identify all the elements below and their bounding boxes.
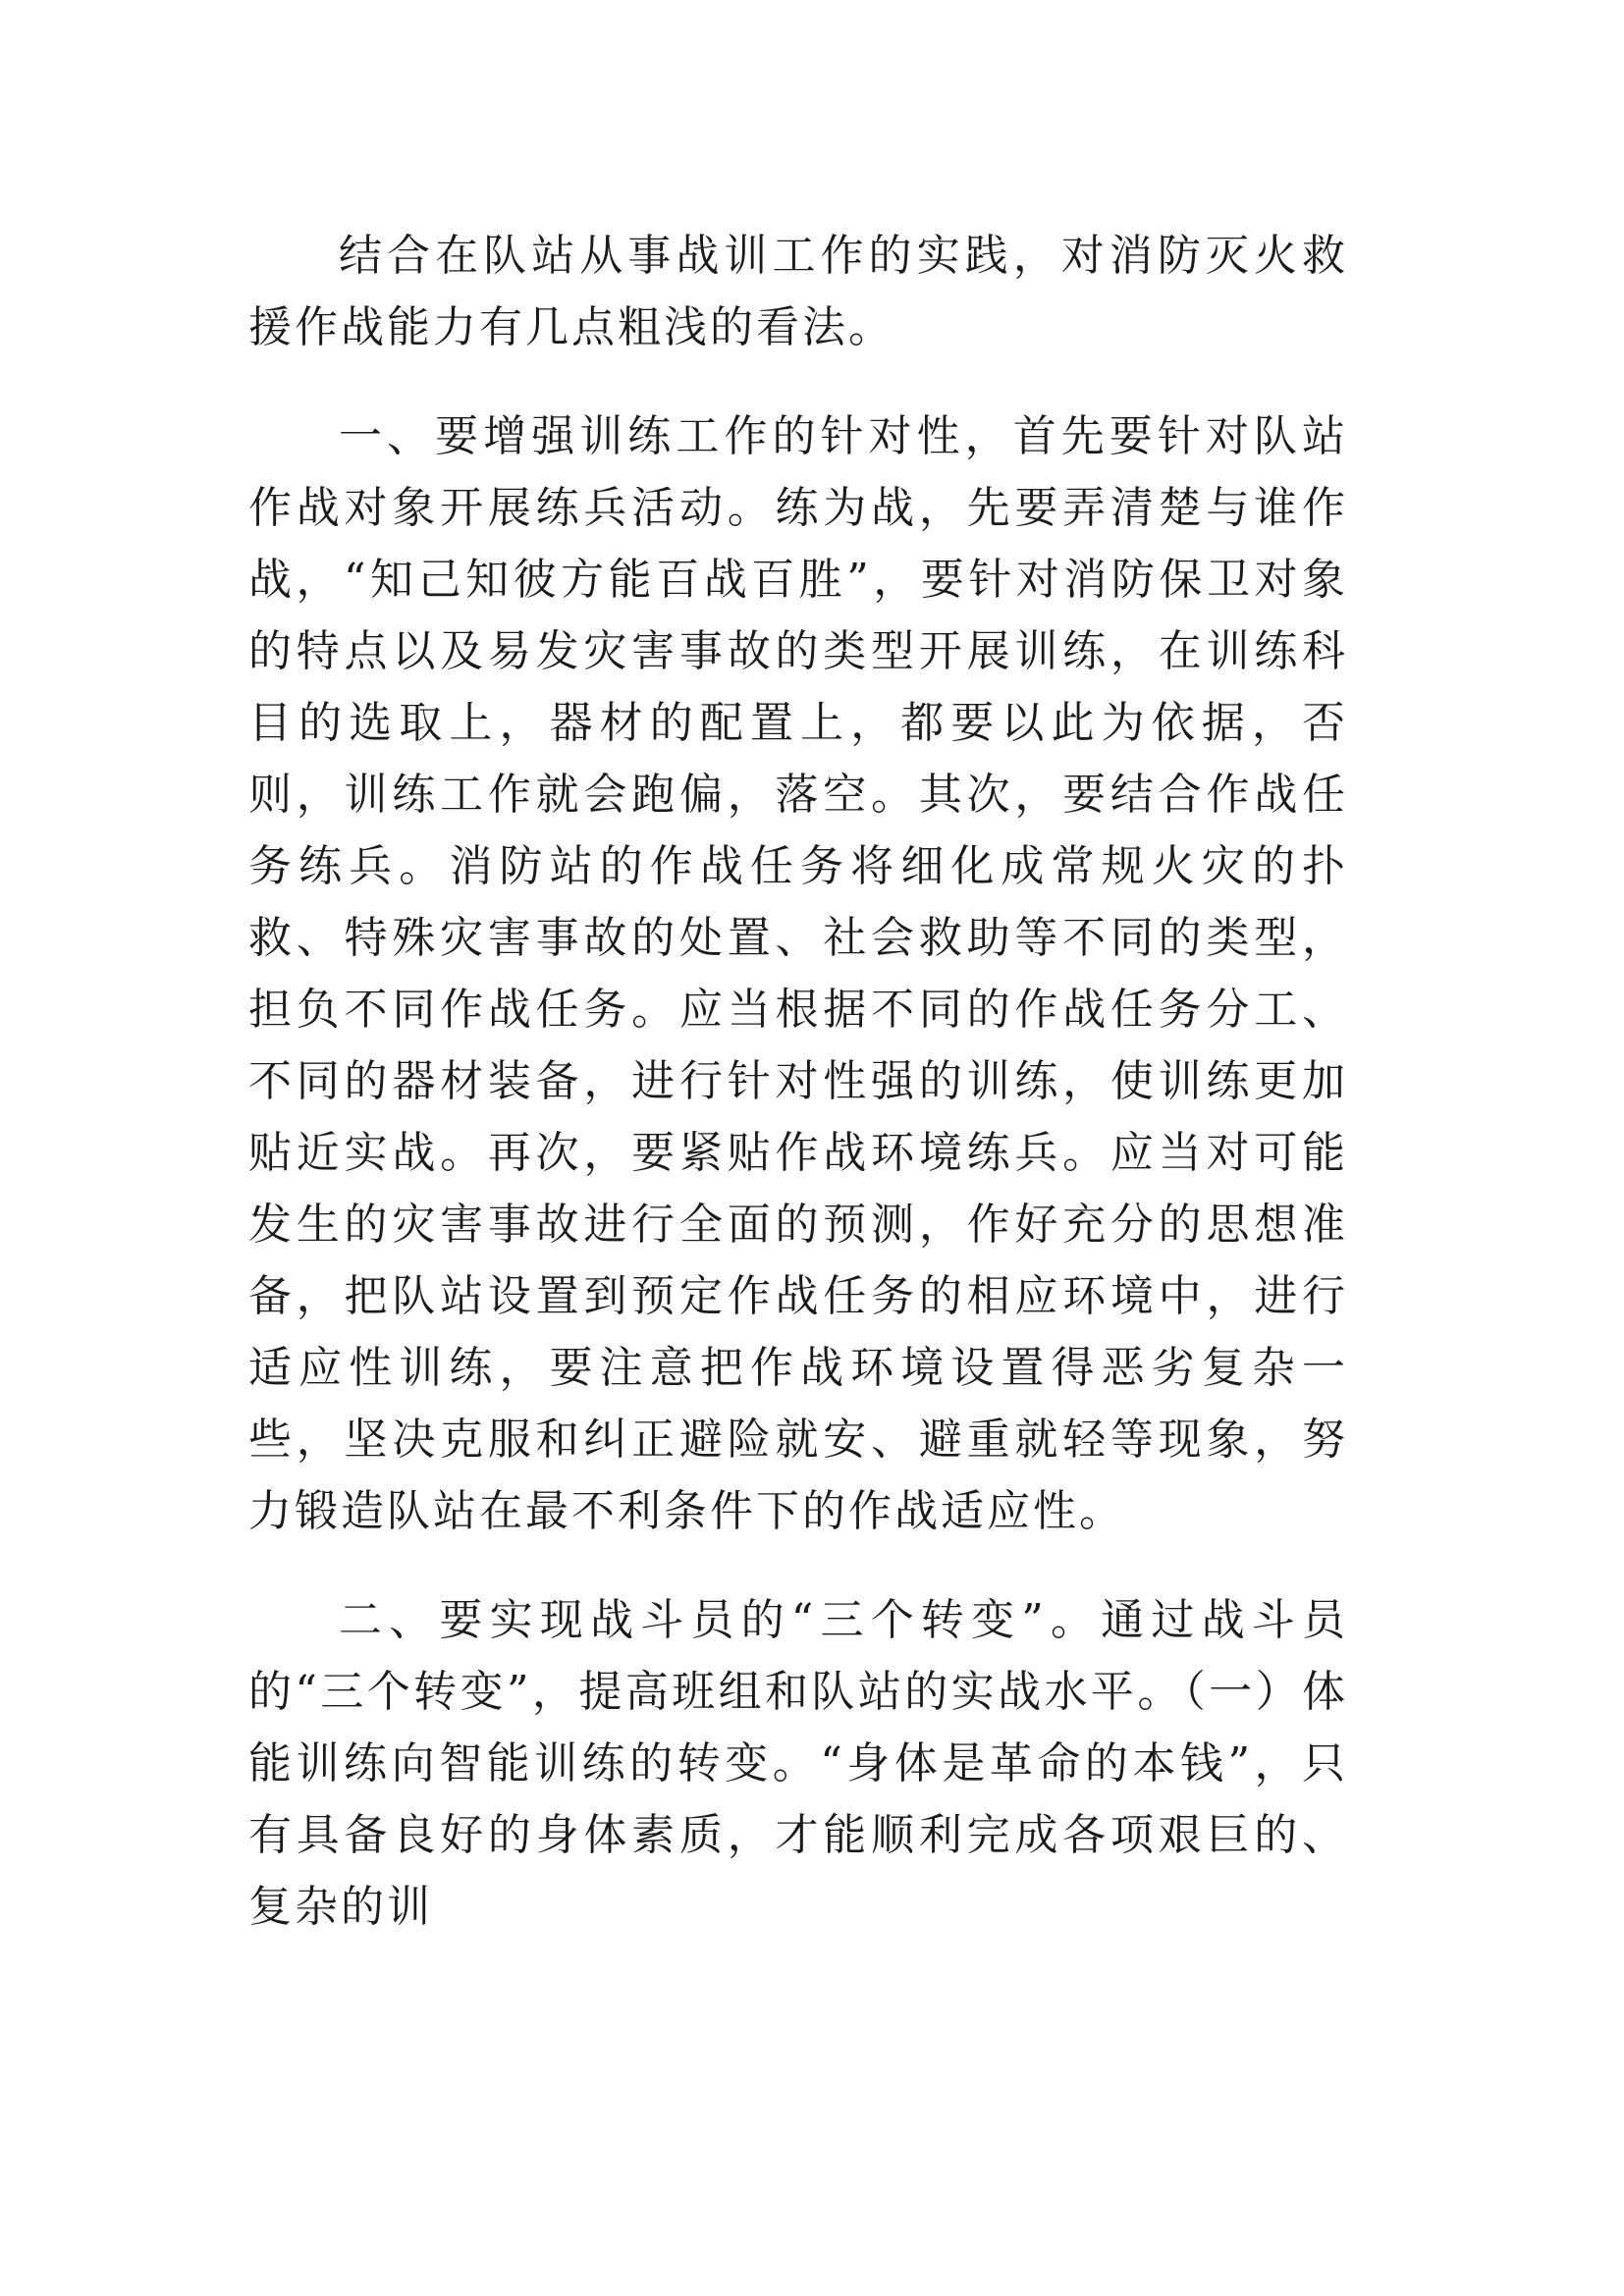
paragraph-intro: 结合在队站从事战训工作的实践，对消防灭火救援作战能力有几点粗浅的看法。 [248, 231, 1348, 352]
document-body [248, 220, 1348, 1943]
paragraph-section-two: 二、要实现战斗员的“三个转变”。通过战斗员的“三个转变”，提高班组和队站的实战水平。（一）体能训练向智能训练的转变。“身体是革命的本钱”，只有具备良好的身体素质，才能顺利完成各项艰巨的、复杂的训 [248, 1595, 1348, 1932]
paragraph-section-one: 一、要增强训练工作的针对性，首先要针对队站作战对象开展练兵活动。练为战，先要弄清楚与谁作战，“知己知彼方能百战百胜”，要针对消防保卫对象的特点以及易发灾害事故的类型开展训练，在训练科目的选取上，器材的配置上，都要以此为依据，否则，训练工作就会跑偏，落空。其次，要结合作战任务练兵。消防站的作战任务将细化成常规火灾的扑救、特殊灾害事故的处置、社会救助等不同的类型，担负不同作战任务。应当根据不同的作战任务分工、不同的器材装备，进行针对性强的训练，使训练更加贴近实战。再次，要紧贴作战环境练兵。应当对可能发生的灾害事故进行全面的预测，作好充分的思想准备，把队站设置到预定作战任务的相应环境中，进行适应性训练，要注意把作战环境设置得恶劣复杂一些，坚决克服和纠正避险就安、避重就轻等现象，努力锻造队站在最不利条件下的作战适应性。 [248, 411, 1348, 1536]
